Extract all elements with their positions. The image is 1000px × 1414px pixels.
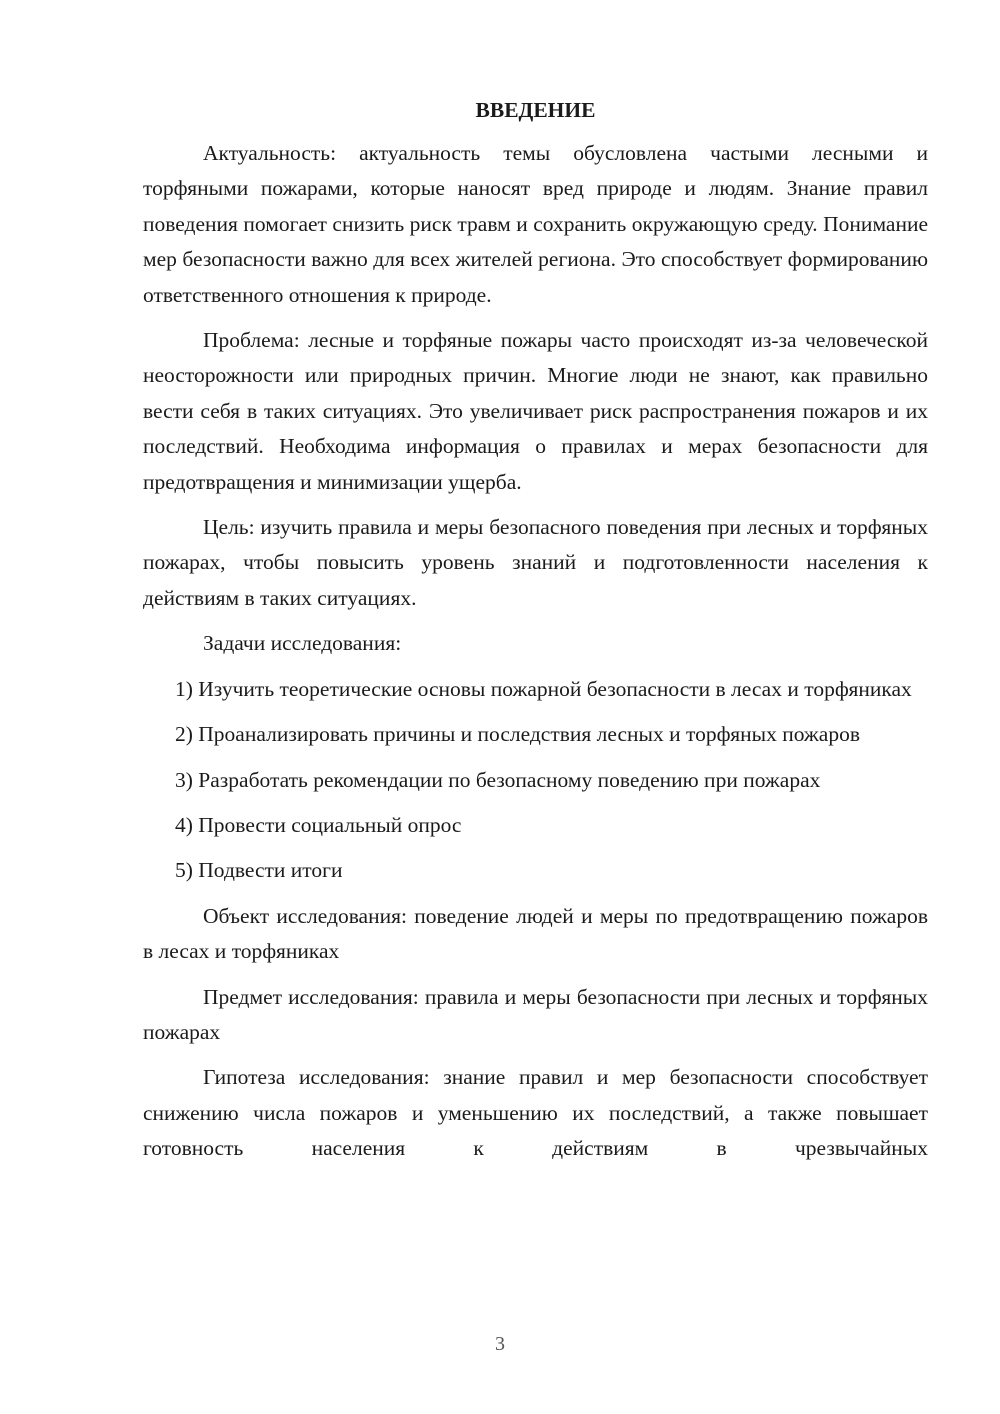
hypothesis-paragraph: Гипотеза исследования: знание правил и мер безопасности способствует снижению числа пожаров и уменьшению их последствий, а также повышает готовность населения к действиям в чрезвычайных [143, 1065, 928, 1161]
subject-paragraph: Предмет исследования: правила и меры безопасности при лесных и торфяных пожарах [143, 984, 928, 1044]
problem-paragraph: Проблема: лесные и торфяные пожары часто происходят из-за человеческой неосторожности или природных причин. Многие люди не знают, как правильно вести себя в таких ситуациях. Это увеличивает риск распространения пожаров и их последствий. Необходима информация о правилах и мерах безопасности для предотвращения и минимизации ущерба. [143, 328, 928, 494]
document-page [143, 92, 928, 1167]
relevance-paragraph: Актуальность: актуальность темы обусловлена частыми лесными и торфяными пожарами, которые наносят вред природе и людям. Знание правил поведения помогает снизить риск травм и сохранить окружающую среду. Понимание мер безопасности важно для всех жителей региона. Это способствует формированию ответственного отношения к природе. [143, 141, 928, 307]
section-heading: ВВЕДЕНИЕ [475, 98, 596, 122]
task-item-3: 3) Разработать рекомендации по безопасному поведению при пожарах [175, 767, 821, 792]
goal-paragraph: Цель: изучить правила и меры безопасного поведения при лесных и торфяных пожарах, чтобы повысить уровень знаний и подготовленности населения к действиям в таких ситуациях. [143, 515, 928, 610]
task-item-4: 4) Провести социальный опрос [175, 812, 462, 837]
tasks-title: Задачи исследования: [203, 631, 402, 656]
task-item-5: 5) Подвести итоги [175, 858, 343, 883]
task-item-2: 2) Проанализировать причины и последствия лесных и торфяных пожаров [175, 722, 860, 747]
page-number: 3 [495, 1333, 505, 1355]
task-item-1: 1) Изучить теоретические основы пожарной безопасности в лесах и торфяниках [175, 676, 912, 701]
object-paragraph: Объект исследования: поведение людей и меры по предотвращению пожаров в лесах и торфяниках [143, 903, 928, 964]
